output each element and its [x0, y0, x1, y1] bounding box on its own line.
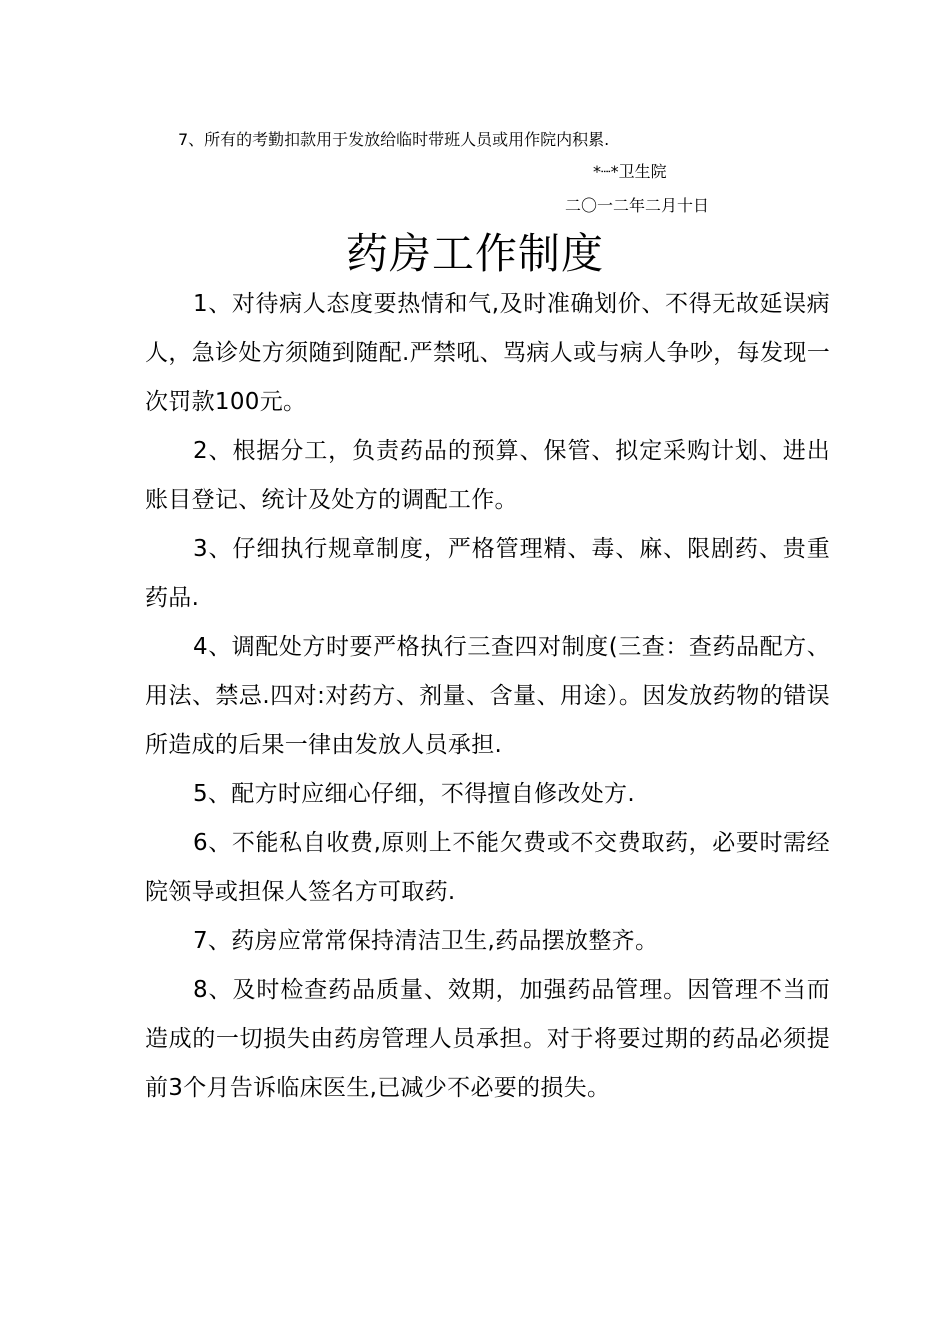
- rule-item-6: 6、不能私自收费,原则上不能欠费或不交费取药，必要时需经院领导或担保人签名方可取药.: [145, 830, 830, 905]
- document-body: [145, 280, 830, 1113]
- document-title: 药房工作制度: [345, 229, 604, 278]
- rule-item-7: 7、药房应常常保持清洁卫生,药品摆放整齐。: [193, 928, 659, 954]
- rule-item-8: 8、及时检查药品质量、效期，加强药品管理。因管理不当而造成的一切损失由药房管理人员承担。对于将要过期的药品必须提前3个月告诉临床医生,已减少不必要的损失。: [145, 977, 830, 1101]
- rule-item-5: 5、配方时应细心仔细，不得擅自修改处方.: [193, 781, 635, 807]
- rule-item-2: 2、根据分工，负责药品的预算、保管、拟定采购计划、进出账目登记、统计及处方的调配工作。: [145, 438, 830, 513]
- rule-item-1: 1、对待病人态度要热情和气,及时准确划价、不得无故延误病人，急诊处方须随到随配.严禁吼、骂病人或与病人争吵，每发现一次罚款100元。: [145, 291, 830, 415]
- rule-item-4: 4、调配处方时要严格执行三查四对制度(三查：查药品配方、用法、禁忌.四对:对药方、剂量、含量、用途）。因发放药物的错误所造成的后果一律由发放人员承担.: [145, 634, 830, 758]
- issue-date: 二〇一二年二月十日: [565, 196, 710, 215]
- previous-rule-item: 7、所有的考勤扣款用于发放给临时带班人员或用作院内积累.: [178, 130, 610, 149]
- issuing-organization: *┈*卫生院: [593, 162, 667, 181]
- rule-item-3: 3、仔细执行规章制度，严格管理精、毒、麻、限剧药、贵重药品.: [145, 536, 830, 611]
